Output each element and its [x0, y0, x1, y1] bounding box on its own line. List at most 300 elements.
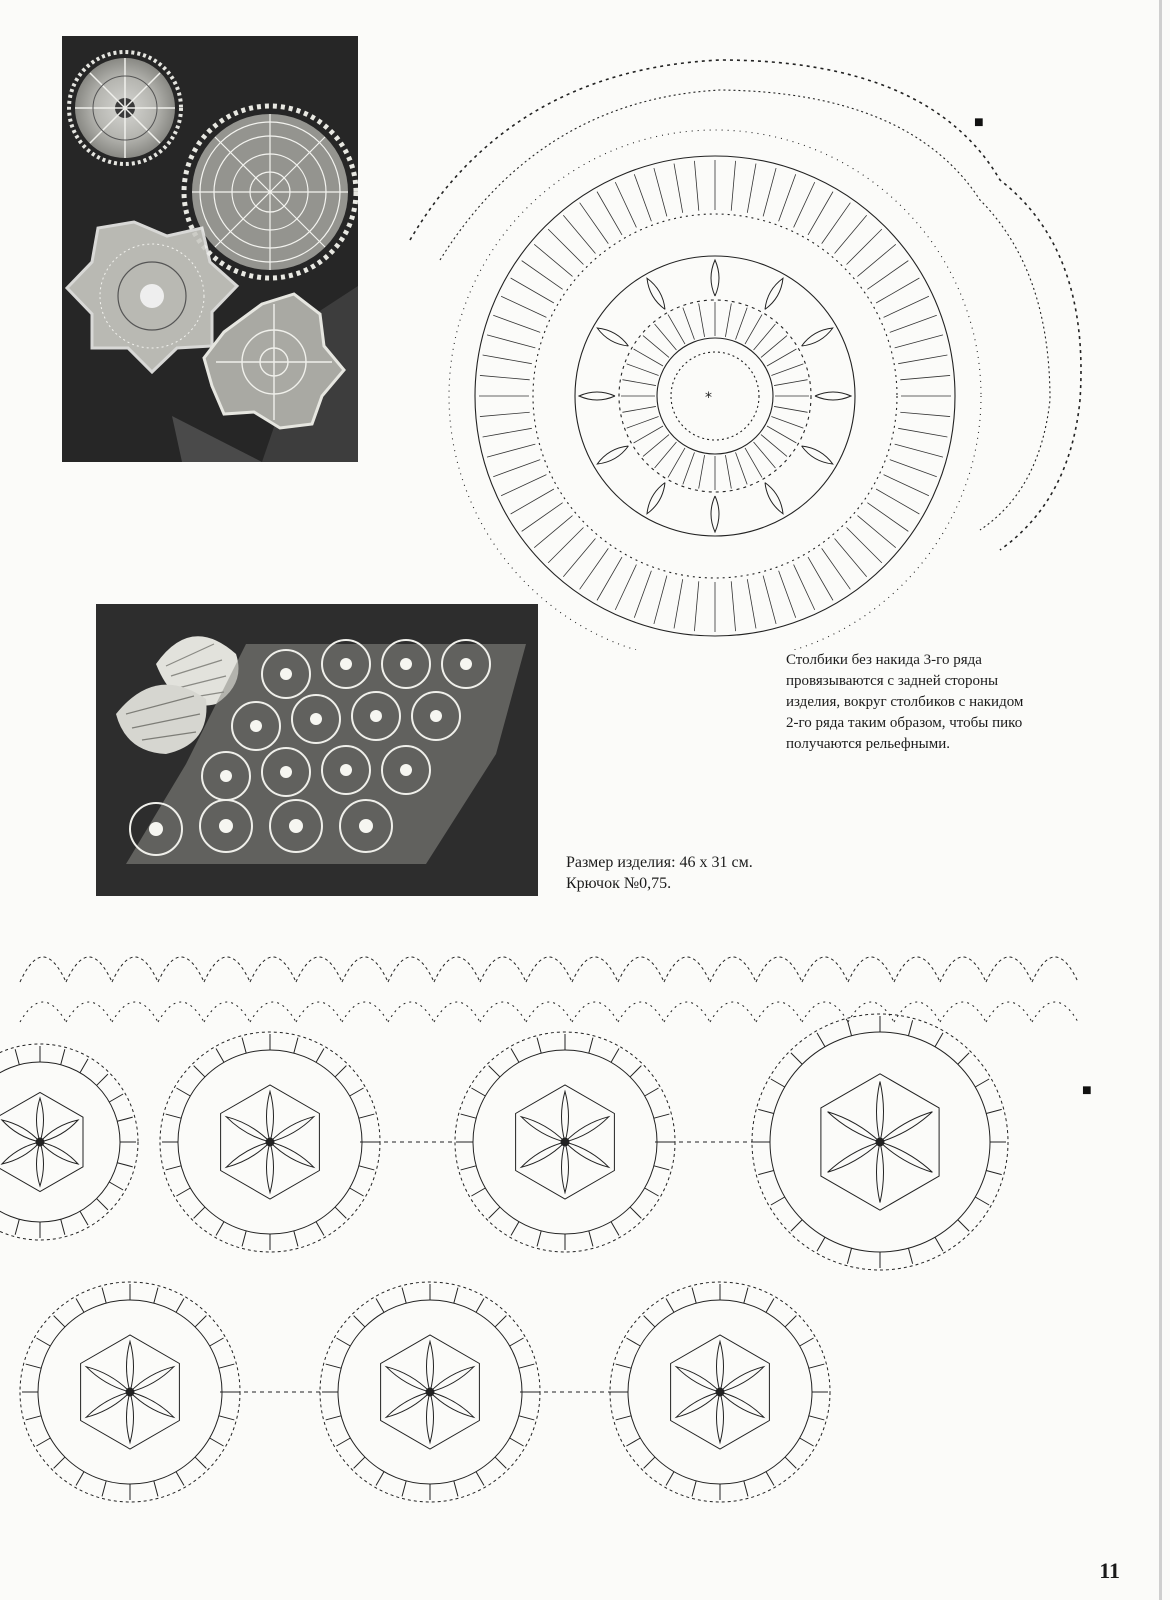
stitch-ray: [867, 503, 908, 532]
motif-petal: [877, 1142, 884, 1203]
motif-spoke: [117, 1117, 132, 1121]
stitch-ray: [694, 581, 698, 631]
stitch-ray: [761, 336, 787, 358]
motif-spoke: [626, 1438, 640, 1446]
motif-spoke: [294, 1231, 298, 1246]
border-scallop: [112, 957, 158, 982]
motif-spoke: [616, 1416, 631, 1420]
size-info: [566, 852, 753, 894]
stitch-ray: [694, 161, 698, 211]
motif-center: [126, 1388, 134, 1396]
motif-petal: [267, 1142, 274, 1193]
motif-spoke: [26, 1364, 41, 1368]
border-scallop: [388, 957, 434, 982]
stitch-ray: [674, 579, 683, 628]
motif-spoke: [817, 1237, 825, 1251]
motif-spoke: [654, 1114, 669, 1118]
border-scallop: [618, 1002, 664, 1022]
motif-spoke: [471, 1088, 485, 1096]
petal-shape: [711, 260, 719, 296]
motif-spoke: [97, 1074, 108, 1085]
motif-spoke: [692, 1481, 696, 1496]
motif-spoke: [461, 1114, 476, 1118]
motif-spoke: [589, 1038, 593, 1053]
motif-petal: [270, 1142, 314, 1167]
petal-shape: [579, 392, 615, 400]
motif-petal: [127, 1341, 134, 1392]
stitch-ray: [654, 576, 667, 624]
motif-spoke: [476, 1472, 484, 1486]
stitch-note: [786, 650, 1023, 755]
stitch-ray: [763, 576, 776, 624]
motif-center: [876, 1138, 884, 1146]
motif-spoke: [402, 1481, 406, 1496]
petal-shape: [597, 328, 628, 346]
border-scallop: [158, 1002, 204, 1022]
motif-spoke: [166, 1166, 181, 1170]
motif-spoke: [154, 1288, 158, 1303]
motif-spoke: [216, 1048, 224, 1062]
motif-spoke: [519, 1364, 534, 1368]
motif-petal: [40, 1120, 78, 1142]
motif-spoke: [15, 1219, 19, 1234]
stitch-ray: [493, 460, 540, 477]
stitch-ray: [487, 335, 535, 348]
border-scallop: [756, 1002, 802, 1022]
page-edge: [1159, 0, 1162, 1600]
border-scallop: [112, 1002, 158, 1022]
motif-spoke: [76, 1472, 84, 1486]
motif-spoke: [219, 1364, 234, 1368]
motif-ring: [0, 1062, 120, 1222]
petal-shape: [765, 278, 783, 309]
stitch-ray: [655, 324, 677, 350]
stitch-ray: [876, 489, 919, 514]
stitch-ray: [771, 364, 803, 376]
hook-line: Крючок №0,75.: [566, 875, 672, 892]
stitch-ray: [699, 303, 705, 336]
stitch-ray: [668, 315, 685, 344]
stitch-ray: [754, 324, 776, 350]
motif-spoke: [791, 1053, 802, 1064]
note-line-2: провязываются с задней стороны: [786, 673, 999, 689]
motif-spoke: [350, 1088, 364, 1096]
motif-spoke: [216, 1222, 224, 1236]
stitch-ray: [900, 412, 950, 416]
border-scallop: [158, 957, 204, 982]
border-scallop: [664, 957, 710, 982]
border-scallop: [618, 957, 664, 982]
stitch-ray: [895, 444, 943, 457]
motif-spoke: [766, 1472, 774, 1486]
stitch-ray: [580, 548, 609, 589]
stitch-ray: [747, 164, 756, 213]
motif-spoke: [626, 1338, 640, 1346]
motif-spoke: [510, 1438, 524, 1446]
motif-spoke: [326, 1364, 341, 1368]
motif-spoke: [511, 1222, 519, 1236]
stitch-ray: [895, 335, 943, 348]
round-doily-chart: [390, 30, 1100, 650]
border-scallop: [986, 957, 1032, 982]
motif-spoke: [986, 1170, 1001, 1174]
stitch-ray: [736, 308, 748, 340]
motif-spoke: [80, 1059, 88, 1073]
stitch-ray: [725, 303, 731, 336]
stitch-ray: [597, 192, 622, 235]
stitch-ray: [615, 565, 636, 610]
motif-petal: [2, 1120, 40, 1142]
motif-spoke: [195, 1457, 206, 1468]
note-line-5: получаются рельефными.: [786, 736, 950, 752]
border-scallop: [250, 1002, 296, 1022]
stitch-ray: [634, 174, 651, 221]
motif-petal: [521, 1117, 565, 1142]
stitch-ray: [615, 182, 636, 227]
motif-spoke: [36, 1338, 50, 1346]
motif-center: [36, 1138, 44, 1146]
motif-petal: [130, 1392, 174, 1417]
border-scallop: [940, 1002, 986, 1022]
stitch-ray: [674, 164, 683, 213]
border-scallop: [342, 1002, 388, 1022]
stitch-ray: [767, 426, 796, 443]
motif-runner-chart: [0, 922, 1110, 1562]
motif-spoke: [644, 1457, 655, 1468]
border-scallop: [986, 1002, 1032, 1022]
motif-petal: [565, 1117, 609, 1142]
motif-petal: [40, 1142, 78, 1164]
note-line-4: 2-го ряда таким образом, чтобы пико: [786, 715, 1023, 731]
motif-spoke: [611, 1048, 619, 1062]
motif-spoke: [350, 1188, 364, 1196]
motif-spoke: [589, 1231, 593, 1246]
stitch-ray: [774, 406, 807, 412]
stitch-ray: [761, 435, 787, 457]
motif-spoke: [817, 1033, 825, 1047]
motif-spoke: [986, 1109, 1001, 1113]
stitch-ray: [884, 296, 929, 317]
motif-spoke: [335, 1207, 346, 1218]
border-scallop: [480, 1002, 526, 1022]
motif-petal: [880, 1142, 932, 1172]
stitch-ray: [683, 452, 695, 484]
stitch-ray: [900, 375, 950, 379]
motif-spoke: [242, 1038, 246, 1053]
motif-petal: [86, 1367, 130, 1392]
motif-petal: [2, 1142, 40, 1164]
stitch-ray: [634, 571, 651, 618]
stitch-ray: [634, 426, 663, 443]
motif-spoke: [15, 1049, 19, 1064]
stitch-ray: [548, 229, 583, 264]
stitch-ray: [898, 355, 947, 364]
motif-spoke: [102, 1481, 106, 1496]
motif-spoke: [102, 1288, 106, 1303]
motif-spoke: [61, 1049, 65, 1064]
stitch-ray: [779, 571, 796, 618]
border-scallop: [434, 1002, 480, 1022]
motif-petal: [828, 1142, 880, 1172]
motif-spoke: [194, 1066, 205, 1077]
motif-spoke: [975, 1197, 989, 1205]
motif-spoke: [176, 1298, 184, 1312]
stitch-ray: [745, 315, 762, 344]
motif-spoke: [335, 1066, 346, 1077]
motif-spoke: [376, 1472, 384, 1486]
motif-spoke: [785, 1457, 796, 1468]
motif-petal: [386, 1367, 430, 1392]
motif-petal: [130, 1367, 174, 1392]
stitch-ray: [683, 308, 695, 340]
stitch-ray: [493, 315, 540, 332]
stitch-ray: [634, 349, 663, 366]
motif-spoke: [766, 1298, 774, 1312]
motif-spoke: [154, 1481, 158, 1496]
stitch-ray: [563, 538, 595, 576]
motif-spoke: [611, 1222, 619, 1236]
petal-shape: [802, 328, 833, 346]
motif-spoke: [176, 1188, 190, 1196]
motif-spoke: [958, 1220, 969, 1231]
motif-spoke: [316, 1222, 324, 1236]
motif-petal: [720, 1392, 764, 1417]
motif-petal: [267, 1091, 274, 1142]
strip-start-marker-icon: ■: [1082, 1082, 1092, 1099]
motif-spoke: [354, 1316, 365, 1327]
stitch-ray: [622, 406, 655, 412]
motif-petal: [127, 1392, 134, 1443]
border-scallop: [940, 957, 986, 982]
motif-petal: [562, 1091, 569, 1142]
stitch-ray: [501, 296, 546, 317]
motif-spoke: [176, 1088, 190, 1096]
stitch-ray: [857, 244, 895, 276]
border-scallop: [1032, 957, 1078, 982]
motif-petal: [37, 1142, 44, 1186]
border-scallop: [756, 957, 802, 982]
border-scallop: [480, 957, 526, 982]
motif-spoke: [36, 1438, 50, 1446]
motif-spoke: [537, 1231, 541, 1246]
motif-spoke: [195, 1316, 206, 1327]
motif-spoke: [616, 1364, 631, 1368]
stitch-ray: [779, 174, 796, 221]
motif-spoke: [809, 1416, 824, 1420]
motif-spoke: [242, 1231, 246, 1246]
motif-spoke: [166, 1114, 181, 1118]
motif-spoke: [80, 1211, 88, 1225]
motif-petal: [427, 1341, 434, 1392]
motif-spoke: [336, 1438, 350, 1446]
motif-spoke: [537, 1038, 541, 1053]
motif-spoke: [495, 1457, 506, 1468]
motif-spoke: [117, 1163, 132, 1167]
page-number: 11: [1099, 1558, 1120, 1583]
center-star: *: [705, 390, 712, 406]
stitch-ray: [731, 161, 735, 211]
stitch-ray: [822, 548, 851, 589]
border-scallop: [526, 1002, 572, 1022]
stitch-ray: [898, 428, 947, 437]
doily-2: [184, 106, 356, 278]
motif-spoke: [935, 1237, 943, 1251]
stitch-ray: [643, 435, 669, 457]
stitch-ray: [622, 380, 655, 386]
stitch-ray: [563, 215, 595, 253]
motif-spoke: [454, 1481, 458, 1496]
border-scallop: [572, 1002, 618, 1022]
motif-spoke: [809, 1364, 824, 1368]
motif-spoke: [54, 1316, 65, 1327]
doilies-photo: [62, 36, 358, 462]
stitch-ray: [487, 444, 535, 457]
border-scallop: [66, 957, 112, 982]
motif-spoke: [210, 1438, 224, 1446]
border-scallop: [204, 957, 250, 982]
motif-petal: [676, 1392, 720, 1417]
stitch-ray: [884, 475, 929, 496]
motif-petal: [877, 1082, 884, 1143]
border-scallop: [894, 957, 940, 982]
motif-spoke: [176, 1472, 184, 1486]
motif-spoke: [294, 1038, 298, 1053]
stitch-ray: [876, 278, 919, 303]
stitch-ray: [548, 528, 583, 563]
motif-spoke: [800, 1338, 814, 1346]
motif-petal: [828, 1112, 880, 1142]
stitch-ray: [767, 349, 796, 366]
stitch-ray: [534, 516, 572, 548]
border-scallop: [296, 1002, 342, 1022]
motif-spoke: [744, 1481, 748, 1496]
stitch-ray: [774, 380, 807, 386]
motif-petal: [270, 1117, 314, 1142]
motif-petal: [720, 1367, 764, 1392]
stitch-ray: [808, 192, 833, 235]
motif-petal: [430, 1367, 474, 1392]
motif-spoke: [771, 1197, 785, 1205]
stitch-ray: [763, 168, 776, 216]
stitch-ray: [534, 244, 572, 276]
motif-spoke: [847, 1020, 851, 1035]
motif-spoke: [975, 1079, 989, 1087]
motif-petal: [37, 1098, 44, 1142]
stitch-ray: [654, 168, 667, 216]
note-line-3: изделия, вокруг столбиков с накидом: [786, 694, 1024, 710]
motif-spoke: [630, 1207, 641, 1218]
stitch-ray: [501, 475, 546, 496]
stitch-ray: [890, 315, 937, 332]
border-scallop: [204, 1002, 250, 1022]
stitch-ray: [522, 261, 563, 290]
motif-spoke: [109, 1094, 123, 1102]
stitch-ray: [857, 516, 895, 548]
border-scallop: [848, 1002, 894, 1022]
stitch-ray: [522, 503, 563, 532]
motif-spoke: [666, 1472, 674, 1486]
motif-petal: [226, 1117, 270, 1142]
stitch-ray: [890, 460, 937, 477]
stitch-ray: [835, 538, 867, 576]
motif-spoke: [908, 1020, 912, 1035]
border-scallop: [250, 957, 296, 982]
stitch-ray: [655, 442, 677, 468]
stitch-ray: [808, 557, 833, 600]
motif-spoke: [454, 1288, 458, 1303]
motif-spoke: [785, 1316, 796, 1327]
stitch-ray: [835, 215, 867, 253]
motif-spoke: [958, 1053, 969, 1064]
border-scallop: [342, 957, 388, 982]
motif-petal: [717, 1392, 724, 1443]
motif-spoke: [630, 1066, 641, 1077]
stitch-ray: [771, 417, 803, 429]
stitch-ray: [511, 489, 554, 514]
motif-spoke: [76, 1298, 84, 1312]
motif-spoke: [61, 1219, 65, 1234]
motif-spoke: [644, 1316, 655, 1327]
petal-shape: [647, 483, 665, 514]
motif-spoke: [489, 1207, 500, 1218]
stitch-ray: [867, 261, 908, 290]
stitch-ray: [794, 182, 815, 227]
stitch-ray: [847, 528, 882, 563]
motif-spoke: [511, 1048, 519, 1062]
motif-center: [561, 1138, 569, 1146]
motif-spoke: [758, 1170, 773, 1174]
motif-petal: [226, 1142, 270, 1167]
border-scallop: [802, 957, 848, 982]
motif-spoke: [26, 1416, 41, 1420]
motif-center: [266, 1138, 274, 1146]
stitch-ray: [597, 557, 622, 600]
motif-spoke: [336, 1338, 350, 1346]
stitch-ray: [736, 452, 748, 484]
motif-spoke: [97, 1199, 108, 1210]
start-marker-icon: ■: [974, 114, 984, 131]
stitch-ray: [731, 581, 735, 631]
motif-spoke: [791, 1220, 802, 1231]
note-line-1: Столбики без накида 3-го ряда: [786, 652, 982, 668]
motif-spoke: [316, 1048, 324, 1062]
stitch-ray: [480, 412, 530, 416]
petal-shape: [711, 496, 719, 532]
motif-spoke: [847, 1248, 851, 1263]
motif-spoke: [935, 1033, 943, 1047]
motif-spoke: [495, 1316, 506, 1327]
motif-spoke: [109, 1182, 123, 1190]
stitch-ray: [754, 442, 776, 468]
stitch-ray: [480, 375, 530, 379]
border-scallop: [710, 1002, 756, 1022]
stitch-ray: [847, 229, 882, 264]
motif-spoke: [354, 1457, 365, 1468]
motif-spoke: [908, 1248, 912, 1263]
stitch-ray: [822, 203, 851, 244]
border-scallop: [66, 1002, 112, 1022]
motif-spoke: [645, 1188, 659, 1196]
motif-spoke: [758, 1109, 773, 1113]
motif-spoke: [771, 1079, 785, 1087]
motif-spoke: [359, 1166, 374, 1170]
border-scallop: [894, 1002, 940, 1022]
stitch-ray: [699, 455, 705, 488]
motif-spoke: [359, 1114, 374, 1118]
motif-spoke: [471, 1188, 485, 1196]
border-scallop: [388, 1002, 434, 1022]
motif-spoke: [744, 1288, 748, 1303]
